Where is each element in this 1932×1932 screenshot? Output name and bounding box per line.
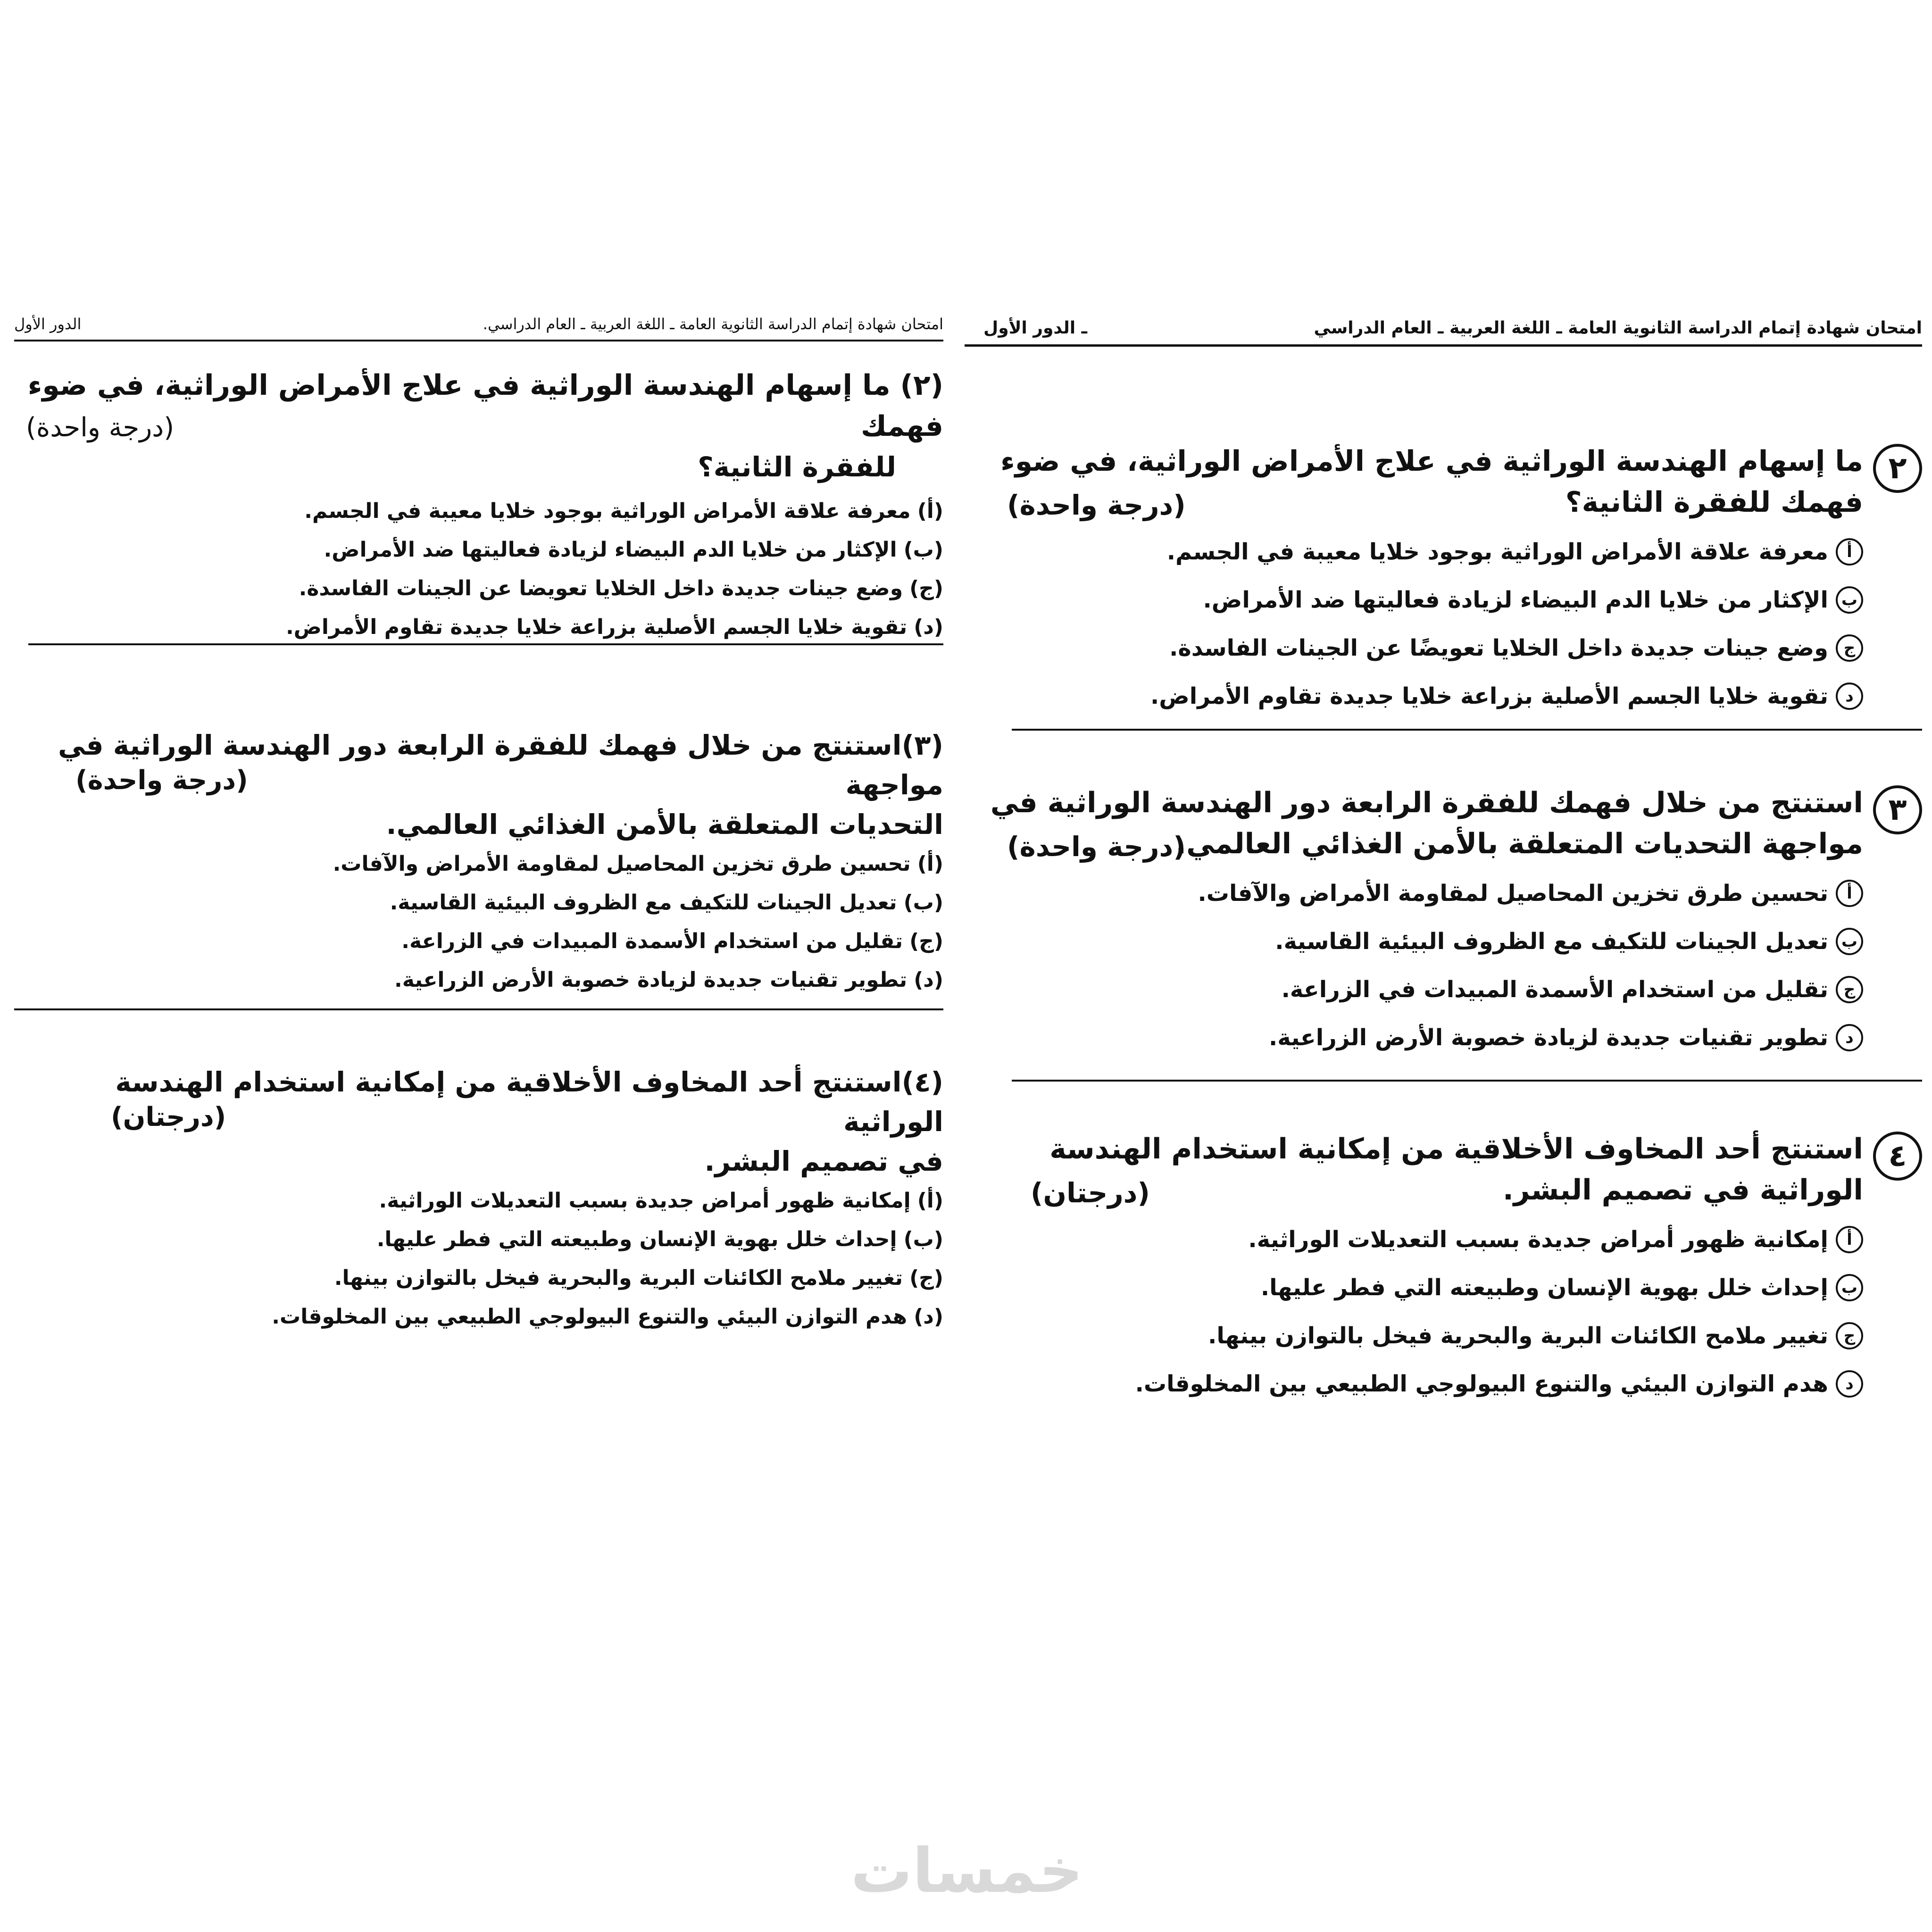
options-list [14,844,943,999]
header-round: ـ الدور الأول [983,318,1087,338]
question-number: (٣) [901,729,943,761]
option-letter-badge: ب [1836,928,1863,955]
option-letter-badge: د [1836,1370,1863,1398]
option-b[interactable]: ب الإكثار من خلايا الدم البيضاء لزيادة فعاليتها ضد الأمراض. [965,576,1922,624]
option-letter-badge: أ [1836,1226,1863,1253]
option-a[interactable]: أ معرفة علاقة الأمراض الوراثية بوجود خلايا معيبة في الجسم. [965,528,1922,576]
question-text: ما إسهام الهندسة الوراثية في علاج الأمراض الوراثية، في ضوء فهمك للفقرة الثانية؟ [1000,445,1863,519]
divider [1012,1080,1922,1082]
question-3 [14,725,943,1008]
header-title: امتحان شهادة إتمام الدراسة الثانوية العامة ـ اللغة العربية ـ العام الدراسي. [483,315,943,333]
question-3 [965,783,1922,1080]
question-text: (٤)استنتج أحد المخاوف الأخلاقية من إمكانية استخدام الهندسة الوراثية في تصميم البشر. [115,1066,943,1178]
question-2 [14,365,943,643]
page-header [965,302,1922,347]
question-text: (٢) ما إسهام الهندسة الوراثية في علاج الأمراض الوراثية، في ضوء فهمك للفقرة الثانية؟ [27,369,943,483]
header-title: امتحان شهادة إتمام الدراسة الثانوية العامة ـ اللغة العربية ـ العام الدراسي [1314,318,1922,338]
question-number-badge: ٤ [1873,1132,1922,1181]
option-d[interactable]: د تقوية خلايا الجسم الأصلية بزراعة خلايا جديدة تقاوم الأمراض. [965,672,1922,720]
options-list [14,1181,943,1336]
divider [14,1008,943,1010]
option-c[interactable]: (ج) وضع جينات جديدة داخل الخلايا تعويضا عن الجينات الفاسدة. [299,576,943,600]
question-marks: (درجتان) [1031,1177,1150,1209]
option-d[interactable]: (د) هدم التوازن البيئي والتنوع البيولوجي الطبيعي بين المخلوقات. [272,1304,943,1329]
option-letter-badge: ب [1836,586,1863,614]
option-c[interactable]: (ج) تقليل من استخدام الأسمدة المبيدات في الزراعة. [401,929,943,953]
option-a[interactable]: (أ) إمكانية ظهور أمراض جديدة بسبب التعديلات الوراثية. [379,1188,943,1213]
question-marks: (درجة واحدة) [26,412,175,443]
option-c[interactable]: ج تغيير ملامح الكائنات البرية والبحرية فيخل بالتوازن بينها. [965,1312,1922,1360]
option-c[interactable]: (ج) تغيير ملامح الكائنات البرية والبحرية فيخل بالتوازن بينها. [334,1266,943,1290]
option-a[interactable]: (أ) معرفة علاقة الأمراض الوراثية بوجود خلايا معيبة في الجسم. [304,499,943,523]
question-2 [965,441,1922,729]
question-number-badge: ٢ [1873,444,1922,493]
option-c[interactable]: ج وضع جينات جديدة داخل الخلايا تعويضًا عن الجينات الفاسدة. [965,624,1922,672]
option-letter-badge: ج [1836,634,1863,662]
site-watermark: خمسات [850,1835,1083,1907]
option-b[interactable]: (ب) تعديل الجينات للتكيف مع الظروف البيئية القاسية. [390,890,943,915]
question-text: استنتج أحد المخاوف الأخلاقية من إمكانية استخدام الهندسة الوراثية في تصميم البشر. [1049,1133,1863,1207]
options-list [965,869,1922,1062]
question-marks: (درجة واحدة) [1007,489,1186,521]
option-a[interactable]: (أ) تحسين طرق تخزين المحاصيل لمقاومة الأمراض والآفات. [333,851,943,876]
option-d[interactable]: د هدم التوازن البيئي والتنوع البيولوجي الطبيعي بين المخلوقات. [965,1360,1922,1408]
option-letter-badge: ج [1836,1322,1863,1349]
question-number: (٢) [900,369,943,402]
option-letter-badge: أ [1836,880,1863,907]
option-a[interactable]: أ تحسين طرق تخزين المحاصيل لمقاومة الأمراض والآفات. [965,869,1922,917]
question-marks: (درجة واحدة) [1007,831,1186,863]
option-b[interactable]: ب إحداث خلل بهوية الإنسان وطبيعته التي فطر عليها. [965,1264,1922,1312]
question-marks: (درجتان) [111,1102,226,1133]
header-round: الدور الأول [14,315,82,333]
option-b[interactable]: (ب) إحداث خلل بهوية الإنسان وطبيعته التي فطر عليها. [376,1227,943,1251]
option-letter-badge: ج [1836,976,1863,1003]
question-number-badge: ٣ [1873,785,1922,834]
option-d[interactable]: (د) تقوية خلايا الجسم الأصلية بزراعة خلايا جديدة تقاوم الأمراض. [285,615,943,639]
option-letter-badge: د [1836,683,1863,710]
question-4 [14,1062,943,1345]
options-list [965,1216,1922,1408]
option-c[interactable]: ج تقليل من استخدام الأسمدة المبيدات في الزراعة. [965,966,1922,1014]
option-d[interactable]: د تطوير تقنيات جديدة لزيادة خصوبة الأرض الزراعية. [965,1014,1922,1062]
option-d[interactable]: (د) تطوير تقنيات جديدة لزيادة خصوبة الأرض الزراعية. [394,967,943,992]
option-a[interactable]: أ إمكانية ظهور أمراض جديدة بسبب التعديلات الوراثية. [965,1216,1922,1264]
option-letter-badge: أ [1836,538,1863,566]
page-header [14,302,943,341]
question-number: (٤) [901,1066,943,1098]
option-b[interactable]: (ب) الإكثار من خلايا الدم البيضاء لزيادة فعاليتها ضد الأمراض. [324,537,943,562]
right-exam-page [965,302,1922,1426]
question-marks: (درجة واحدة) [75,765,248,796]
question-4 [965,1129,1922,1426]
options-list [14,491,943,646]
option-letter-badge: ب [1836,1274,1863,1301]
options-list [965,528,1922,720]
option-letter-badge: د [1836,1024,1863,1051]
question-text: استنتج من خلال فهمك للفقرة الرابعة دور الهندسة الوراثية في مواجهة التحديات المتعلقة بالأمن الغذائي العالمي. [990,786,1863,860]
option-b[interactable]: ب تعديل الجينات للتكيف مع الظروف البيئية القاسية. [965,917,1922,966]
divider [1012,729,1922,731]
left-exam-page [14,302,943,1345]
question-text: (٣)استنتج من خلال فهمك للفقرة الرابعة دور الهندسة الوراثية في مواجهة التحديات المتعلقة بالأمن الغذائي العالمي. [58,729,943,841]
